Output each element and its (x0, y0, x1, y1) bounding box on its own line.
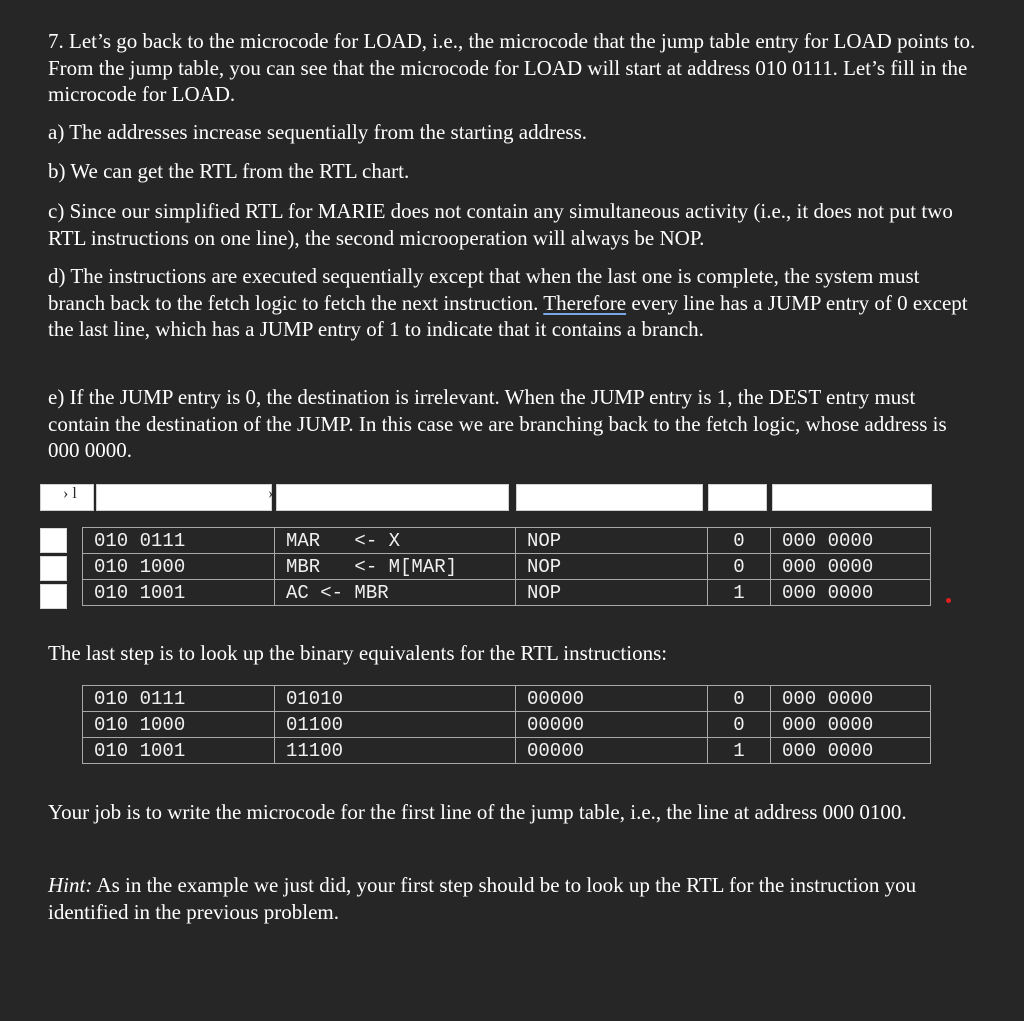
step-b: b) We can get the RTL from the RTL chart. (48, 159, 410, 183)
microop1-cell: 01100 (275, 712, 516, 738)
table-row (83, 712, 931, 738)
dest-cell: 000 0000 (771, 686, 931, 712)
rtl-microcode-table (82, 527, 931, 606)
header-box-microop2 (516, 484, 703, 511)
hint-label: Hint: (48, 873, 93, 897)
dest-cell: 000 0000 (771, 580, 931, 606)
jump-cell: 0 (708, 528, 771, 554)
address-cell: 010 1001 (83, 738, 275, 764)
address-cell: 010 0111 (83, 528, 275, 554)
header-box-dest (772, 484, 932, 511)
address-cell: 010 1000 (83, 712, 275, 738)
microop2-cell: 00000 (516, 686, 708, 712)
problem-intro (48, 28, 978, 108)
table-row (83, 738, 931, 764)
microop1-cell: 01010 (275, 686, 516, 712)
microop2-cell: 00000 (516, 712, 708, 738)
binary-microcode-table (82, 685, 931, 764)
microop1-cell: MBR <- M[MAR] (275, 554, 516, 580)
microop1-cell: AC <- MBR (275, 580, 516, 606)
binary-intro: The last step is to look up the binary equivalents for the RTL instructions: (48, 641, 668, 665)
jump-cell: 1 (708, 738, 771, 764)
step-c: c) Since our simplified RTL for MARIE does not contain any simultaneous activity (i.e., it does not put two RTL instructions on one line), the second microoperation will always be NOP. (48, 199, 953, 250)
step-d-text-1: d) The instructions are executed sequentially except that when the last one is complete, the system must branch back to the fetch logic to fetch the next instruction. (48, 264, 920, 315)
problem-intro-text: 7. Let’s go back to the microcode for LOAD, i.e., the microcode that the jump table entry for LOAD points to. From the jump table, you can see that the microcode for LOAD will start at address 010 0111. Let’s fill in the microcode for LOAD. (48, 29, 976, 106)
step-e: e) If the JUMP entry is 0, the destination is irrelevant. When the JUMP entry is 1, the DEST entry must contain the destination of the JUMP. In this case we are branching back to the fetch logic, whose address is 000 0000. (48, 385, 947, 462)
table-row (83, 554, 931, 580)
microop2-cell: NOP (516, 528, 708, 554)
step-d-underlined: Therefore (543, 290, 627, 315)
row-checkbox-2[interactable] (40, 556, 67, 581)
row-checkbox-1[interactable] (40, 528, 67, 553)
table-row (83, 686, 931, 712)
hint-text: As in the example we just did, your first step should be to look up the RTL for the instruction you identified in the previous problem. (48, 873, 917, 924)
step-d-text-2: every line has a JUMP entry of 0 except the last line, which has a JUMP entry of 1 to indicate that it contains a branch. (48, 290, 968, 341)
header-glyph-1: › l (63, 485, 77, 502)
dest-cell: 000 0000 (771, 738, 931, 764)
header-glyph-3: ) (509, 485, 515, 502)
microop2-cell: NOP (516, 580, 708, 606)
row-checkbox-3[interactable] (40, 584, 67, 609)
dest-cell: 000 0000 (771, 712, 931, 738)
step-a: a) The addresses increase sequentially from the starting address. (48, 120, 588, 144)
red-marker-dot (946, 598, 951, 603)
header-glyph-2: › (268, 485, 274, 502)
step-d (48, 263, 978, 343)
table-row (83, 528, 931, 554)
header-box-address (96, 484, 272, 511)
hint-paragraph (48, 872, 978, 925)
dest-cell: 000 0000 (771, 554, 931, 580)
address-cell: 010 1000 (83, 554, 275, 580)
table-row (83, 580, 931, 606)
microop2-cell: NOP (516, 554, 708, 580)
jump-cell: 0 (708, 686, 771, 712)
jump-cell: 0 (708, 554, 771, 580)
header-box-jump (708, 484, 767, 511)
dest-cell: 000 0000 (771, 528, 931, 554)
microop1-cell: 11100 (275, 738, 516, 764)
jump-cell: 0 (708, 712, 771, 738)
address-cell: 010 0111 (83, 686, 275, 712)
microop2-cell: 00000 (516, 738, 708, 764)
jump-cell: 1 (708, 580, 771, 606)
microop1-cell: MAR <- X (275, 528, 516, 554)
header-box-microop1 (276, 484, 509, 511)
address-cell: 010 1001 (83, 580, 275, 606)
task-text: Your job is to write the microcode for the first line of the jump table, i.e., the line at address 000 0100. (48, 800, 907, 824)
